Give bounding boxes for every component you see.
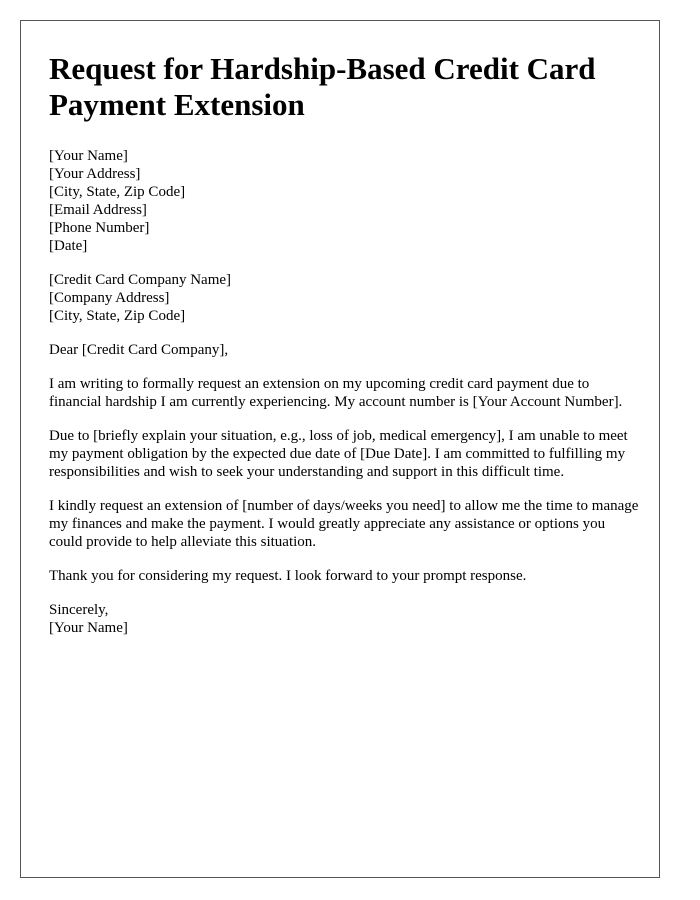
recipient-company-name: [Credit Card Company Name]	[49, 272, 232, 288]
sender-date: [Date]	[49, 238, 88, 254]
letter-content	[49, 51, 639, 637]
letter-page	[20, 20, 660, 878]
sender-address: [Your Address]	[49, 166, 141, 182]
sender-name: [Your Name]	[49, 148, 128, 164]
signature-name: [Your Name]	[49, 620, 128, 636]
sender-city-state-zip: [City, State, Zip Code]	[49, 184, 186, 200]
body-paragraph-3: I kindly request an extension of [number of days/weeks you need] to allow me the time to manage my finances and make the payment. I would greatly appreciate any assistance or options you could provide to help alleviate this situation.	[49, 498, 639, 550]
body-paragraph-4: Thank you for considering my request. I look forward to your prompt response.	[49, 568, 527, 584]
body-paragraph-1: I am writing to formally request an extension on my upcoming credit card payment due to financial hardship I am currently experiencing. My account number is [Your Account Number].	[49, 376, 623, 410]
closing-block	[49, 601, 639, 637]
recipient-block	[49, 271, 639, 325]
body-paragraph-2: Due to [briefly explain your situation, e.g., loss of job, medical emergency], I am unable to meet my payment obligation by the expected due date of [Due Date]. I am committed to fulfilling my responsibilities and wish to seek your understanding and support in this difficult time.	[49, 428, 628, 480]
sender-phone: [Phone Number]	[49, 220, 150, 236]
recipient-city-state-zip: [City, State, Zip Code]	[49, 308, 186, 324]
sign-off: Sincerely,	[49, 602, 109, 618]
letter-title: Request for Hardship-Based Credit Card Payment Extension	[49, 51, 596, 122]
sender-block	[49, 147, 639, 255]
greeting: Dear [Credit Card Company],	[49, 342, 229, 358]
sender-email: [Email Address]	[49, 202, 147, 218]
recipient-company-address: [Company Address]	[49, 290, 170, 306]
